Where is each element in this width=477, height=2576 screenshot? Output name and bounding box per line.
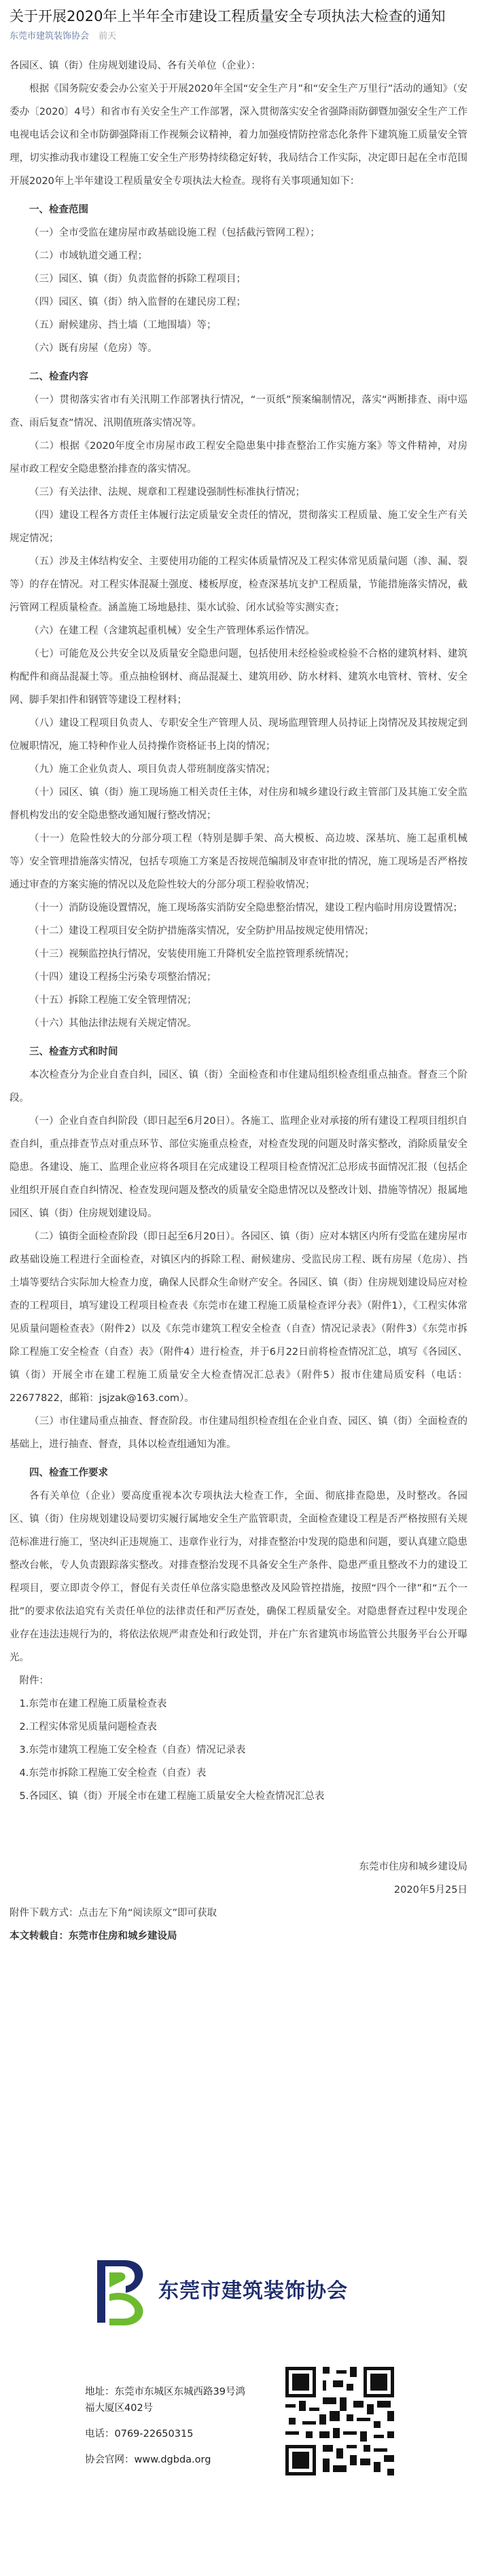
attachments-list (10, 1669, 467, 1808)
method-stage-3: （三）市住建局重点抽查、督查阶段。市住建局组织检查组在企业自查、园区、镇（街）全面检查的基础上，进行抽查、督查，具体以检查组通知为准。 (10, 1416, 467, 1450)
content-item: （十六）其他法律法规有关规定情况。 (29, 1018, 197, 1029)
contact-website[interactable]: 协会官网：www.dgbda.org (85, 2454, 211, 2465)
content-item: （七）可能危及公共安全以及质量安全隐患问题，包括使用未经检验或检验不合格的建筑材料、建筑构配件和商品混凝土等。重点抽检钢材、商品混凝土、建筑用砂、防水材料、建筑水电管材、管材、安全网、脚手架扣件和钢管等建设工程材料； (10, 649, 467, 706)
content-item: （三）有关法律、法规、规章和工程建设强制性标准执行情况； (29, 487, 305, 498)
method-stage-1: （一）企业自查自纠阶段（即日起至6月20日）。各施工、监理企业对承接的所有建设工程项目组织自查自纠，重点排查节点对重点环节、部位实施重点检查，对检查发现的问题及时落实整改，消除质量安全隐患。各建设、施工、监理企业应将各项目在完成建设工程项目检查情况汇总形成书面情况汇报（包括企业组织开展自查自纠情况、检查发现问题及整改的质量安全隐患情况以及整改计划、措施等情况）报属地园区、镇（街）住房规划建设局。 (10, 1116, 467, 1219)
content-item: （九）施工企业负责人、项目负责人带班制度落实情况； (29, 764, 276, 775)
signature-org: 东莞市住房和城乡建设局 (359, 1862, 467, 1872)
download-note: 附件下载方式：点击左下角“阅读原文”即可获取 (10, 1908, 217, 1919)
article-title: 关于开展2020年上半年全市建设工程质量安全专项执法大检查的通知 (10, 8, 446, 24)
attachment-item: 5.各园区、镇（街）开展全市在建工程施工质量安全大检查情况汇总表 (19, 1791, 325, 1802)
content-item: （二）根据《2020年度全市房屋市政工程安全隐患集中排查整治工作实施方案》等文件精神，对房屋市政工程安全隐患整治排查的落实情况。 (10, 441, 467, 475)
logo-row (85, 2255, 398, 2329)
scope-item: （四）园区、镇（街）纳入监督的在建民房工程； (29, 297, 246, 308)
section-heading-content: 二、检查内容 (29, 371, 88, 382)
scope-item: （二）市域轨道交通工程； (29, 251, 147, 261)
article-content (0, 45, 477, 1948)
intro-paragraph: 根据《国务院安委会办公室关于开展2020年全国“安全生产月”和“安全生产万里行”活动的通知》（安委办〔2020〕4号）和省市有关安全生产工作部署，深入贯彻落实安全省强降雨防御暨加强安全生产工作电视电话会议和全市防御强降雨工作视频会议精神，着力加强疫情防控常态化条件下建筑施工质量安全管理，切实推动我市建设工程施工安全生产形势持续稳定好转，我局结合工作实际，决定即日起在全市范围开展2020年上半年建设工程质量安全专项执法大检查。现将有关事项通知如下： (10, 84, 467, 187)
attachment-item: 3.东莞市建筑工程施工安全检查（自查）情况记录表 (19, 1745, 246, 1756)
attachments-title: 附件： (19, 1675, 49, 1686)
publish-date: 前天 (99, 31, 117, 41)
section-heading-method: 三、检查方式和时间 (29, 1047, 118, 1057)
content-item: （十五）拆除工程施工安全管理情况； (29, 995, 197, 1006)
method-intro: 本次检查分为企业自查自纠，园区、镇（街）全面检查和市住建局组织检查组重点抽查。督查三个阶段。 (10, 1070, 467, 1104)
author-link[interactable]: 东莞市建筑装饰协会 (10, 31, 90, 41)
contact-phone: 电话：0769-22650315 (85, 2429, 194, 2439)
scope-item: （六）既有房屋（危房）等。 (29, 343, 158, 354)
content-item: （五）涉及主体结构安全、主要使用功能的工程实体质量情况及工程实体常见质量问题（渗、漏、裂等）的存在情况。对工程实体混凝土强度、楼板厚度，检查深基坑支护工程质量，节能措施落实情况，截污管网工程质量检查。涵盖施工场地悬挂、渠水试验、闭水试验等实测实查； (10, 556, 467, 613)
association-card (78, 2241, 404, 2540)
content-item: （十三）视频监控执行情况，安装使用施工升降机安全监控管理系统情况； (29, 949, 355, 960)
article-meta (0, 27, 477, 45)
scope-item: （三）园区、镇（街）负责监督的拆除工程项目； (29, 274, 246, 285)
association-logo-icon (85, 2255, 153, 2329)
contact-address: 地址：东莞市东城区东城西路39号鸿福大厦区402号 (85, 2387, 245, 2414)
content-item: （十）园区、镇（街）施工现场施工相关责任主体，对住房和城乡建设行政主管部门及其施工安全监督机构发出的安全隐患整改通知履行整改情况； (10, 787, 467, 821)
content-item: （十二）建设工程项目安全防护措施落实情况，安全防护用品按规定使用情况； (29, 926, 374, 937)
content-item: （十一）危险性较大的分部分项工程（特别是脚手架、高大模板、高边坡、深基坑、施工起重机械等）安全管理措施落实情况，包括专项施工方案是否按规范编制及审查审批的情况，施工现场是否严格按通过审查的方案实施的情况以及危险性较大的分部分项工程验收情况； (10, 833, 467, 890)
method-stage-2: （二）镇街全面检查阶段（即日起至6月20日）。各园区、镇（街）应对本辖区内所有受监在建房屋市政基础设施工程进行全面检查，对镇区内的拆除工程、耐候建房、受监民房工程、既有房屋（危房）、挡土墙等要结合实际加大检查力度，确保人民群众生命财产安全。各园区、镇（街）住房规划建设局应对检查的工程项目，填写建设工程项目检查表《东莞市在建工程施工质量检查评分表》（附件1），《工程实体常见质量问题检查表》（附件2）以及《东莞市建筑工程安全检查（自查）情况记录表》（附件3）《东莞市拆除工程施工安全检查（自查）表》（附件4）进行检查，并于6月22日前将检查情况汇总，填写《各园区、镇（街）开展全市在建工程施工质量安全大检查情况汇总表》（附件5）报市住建局质安科（电话：22677822，邮箱：jsjzak@163.com）。 (10, 1231, 467, 1404)
scope-item: （一）全市受监在建房屋市政基础设施工程（包括截污管网工程）； (29, 228, 320, 238)
qr-code-icon (282, 2363, 398, 2479)
section-heading-requirements: 四、检查工作要求 (29, 1468, 108, 1479)
signature-block (10, 1855, 467, 1902)
signature-date: 2020年5月25日 (393, 1885, 467, 1895)
content-item: （一）贯彻落实省市有关汛期工作部署执行情况，“一页纸”预案编制情况，落实“两断排查、雨中巡查、雨后复查”情况、汛期值班落实情况等。 (10, 395, 467, 429)
salutation: 各园区、镇（街）住房规划建设局、各有关单位（企业）： (10, 60, 261, 71)
content-item: （六）在建工程（含建筑起重机械）安全生产管理体系运作情况。 (29, 625, 315, 636)
attachment-item: 1.东莞市在建工程施工质量检查表 (19, 1699, 167, 1709)
section-heading-scope: 一、检查范围 (29, 204, 88, 215)
attachment-item: 2.工程实体常见质量问题检查表 (19, 1722, 157, 1733)
scope-item: （五）耐候建房、挡土墙（工地围墙）等； (29, 320, 217, 331)
content-item: （四）建设工程各方责任主体履行法定质量安全责任的情况，贯彻落实工程质量、施工安全生产有关规定情况； (10, 510, 467, 544)
content-item: （八）建设工程项目负责人、专职安全生产管理人员、现场监理管理人员持证上岗情况及其按规定到位履职情况，施工特种作业人员持操作资格证书上岗的情况； (10, 718, 467, 752)
content-item: （十四）建设工程扬尘污染专项整治情况； (29, 972, 217, 983)
source-note: 本文转载自：东莞市住房和城乡建设局 (10, 1931, 177, 1942)
requirements-paragraph: 各有关单位（企业）要高度重视本次专项执法大检查工作，全面、彻底排查隐患，及时整改。各园区、镇（街）住房规划建设局要切实履行属地安全生产监管职责，全面检查建设工程是否严格按照有关规范标准进行施工，坚决纠正违规施工、违章作业行为，对排查整治中发现的隐患和问题，要认真建立隐患整改台帐，专人负责跟踪落实整改。对排查整治发现不具备安全生产条件、隐患严重且整改不力的建设工程项目，要立即责令停工，督促有关责任单位落实隐患整改及风险管控措施，按照“四个一律”和“五个一批”的要求依法追究有关责任单位的法律责任和严厉查处，确保工程质量安全。对隐患督查过程中发现企业存在违法违规行为的，将依法依规严肃查处和行政处罚，并在广东省建筑市场监管公共服务平台公开曝光。 (10, 1491, 467, 1663)
association-logo-text: 东莞市建筑装饰协会 (158, 2279, 348, 2303)
attachment-item: 4.东莞市拆除工程施工安全检查（自查）表 (19, 1768, 207, 1779)
contact-info (85, 2384, 248, 2478)
content-item: （十一）消防设施设置情况，施工现场落实消防安全隐患整治情况，建设工程内临时用房设置情况； (29, 903, 463, 913)
